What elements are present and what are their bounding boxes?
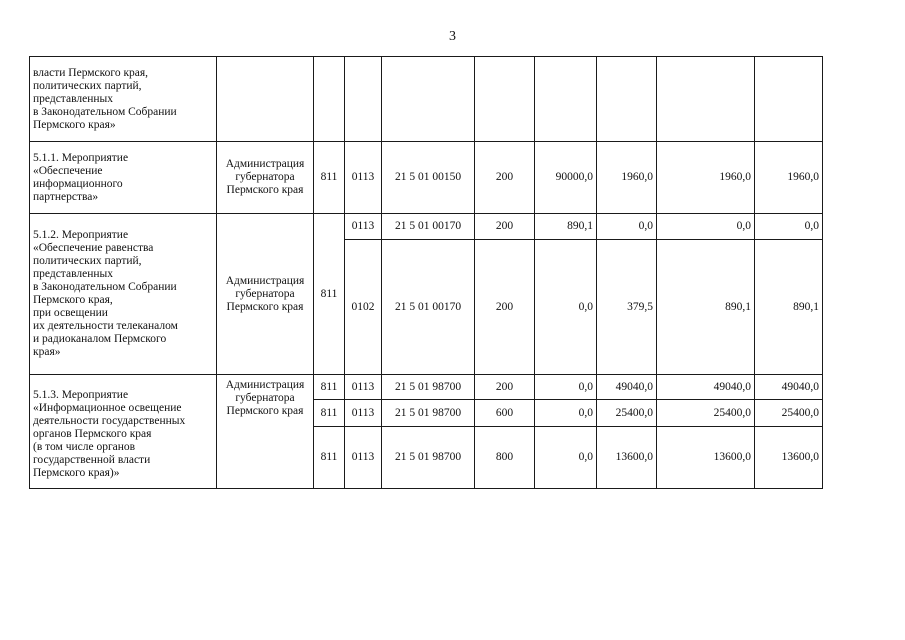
empty-cell: [535, 57, 597, 142]
empty-cell: [314, 57, 345, 142]
activity-description: 5.1.3. Мероприятие «Информационное освещение деятельности государственных органов Пермского края (в том числе органов государственной власти Пермского края)»: [30, 375, 217, 489]
empty-cell: [382, 57, 475, 142]
empty-cell: [217, 57, 314, 142]
expense-type-code: 200: [475, 375, 535, 400]
amount-year-4: 25400,0: [755, 400, 823, 427]
amount-year-1: 0,0: [535, 240, 597, 375]
table-row: [30, 57, 823, 142]
section-code: 0113: [345, 400, 382, 427]
section-code: 0113: [345, 142, 382, 214]
grbs-code: 811: [314, 214, 345, 375]
target-article-code: 21 5 01 98700: [382, 427, 475, 489]
empty-cell: [345, 57, 382, 142]
grbs-code: 811: [314, 427, 345, 489]
amount-year-2: 0,0: [597, 214, 657, 240]
amount-year-1: 90000,0: [535, 142, 597, 214]
amount-year-2: 49040,0: [597, 375, 657, 400]
amount-year-4: 1960,0: [755, 142, 823, 214]
empty-cell: [657, 57, 755, 142]
table-row: [30, 142, 823, 214]
amount-year-1: 0,0: [535, 427, 597, 489]
amount-year-2: 13600,0: [597, 427, 657, 489]
target-article-code: 21 5 01 98700: [382, 400, 475, 427]
amount-year-3: 890,1: [657, 240, 755, 375]
responsible-executor: Администрация губернатора Пермского края: [217, 375, 314, 489]
amount-year-2: 379,5: [597, 240, 657, 375]
target-article-code: 21 5 01 00170: [382, 214, 475, 240]
amount-year-1: 890,1: [535, 214, 597, 240]
amount-year-2: 1960,0: [597, 142, 657, 214]
expense-type-code: 200: [475, 240, 535, 375]
expense-type-code: 200: [475, 142, 535, 214]
responsible-executor: Администрация губернатора Пермского края: [217, 214, 314, 375]
activity-description: 5.1.2. Мероприятие «Обеспечение равенства политических партий, представленных в Законодательном Собрании Пермского края, при освещении их деятельности телеканалом и радиоканалом Пермского края»: [30, 214, 217, 375]
empty-cell: [597, 57, 657, 142]
expense-type-code: 800: [475, 427, 535, 489]
section-code: 0113: [345, 427, 382, 489]
amount-year-1: 0,0: [535, 400, 597, 427]
table-row: [30, 214, 823, 240]
budget-table: [29, 56, 823, 489]
amount-year-1: 0,0: [535, 375, 597, 400]
amount-year-4: 13600,0: [755, 427, 823, 489]
grbs-code: 811: [314, 400, 345, 427]
activity-description: 5.1.1. Мероприятие «Обеспечение информационного партнерства»: [30, 142, 217, 214]
activity-description: власти Пермского края, политических партий, представленных в Законодательном Собрании Пермского края»: [30, 57, 217, 142]
amount-year-3: 0,0: [657, 214, 755, 240]
amount-year-4: 890,1: [755, 240, 823, 375]
empty-cell: [755, 57, 823, 142]
grbs-code: 811: [314, 375, 345, 400]
amount-year-4: 0,0: [755, 214, 823, 240]
amount-year-3: 1960,0: [657, 142, 755, 214]
expense-type-code: 600: [475, 400, 535, 427]
amount-year-4: 49040,0: [755, 375, 823, 400]
target-article-code: 21 5 01 98700: [382, 375, 475, 400]
section-code: 0113: [345, 375, 382, 400]
target-article-code: 21 5 01 00150: [382, 142, 475, 214]
expense-type-code: 200: [475, 214, 535, 240]
target-article-code: 21 5 01 00170: [382, 240, 475, 375]
responsible-executor: Администрация губернатора Пермского края: [217, 142, 314, 214]
amount-year-3: 49040,0: [657, 375, 755, 400]
section-code: 0113: [345, 214, 382, 240]
empty-cell: [475, 57, 535, 142]
amount-year-3: 13600,0: [657, 427, 755, 489]
section-code: 0102: [345, 240, 382, 375]
table-row: [30, 375, 823, 400]
page-number: 3: [449, 29, 456, 44]
grbs-code: 811: [314, 142, 345, 214]
amount-year-3: 25400,0: [657, 400, 755, 427]
amount-year-2: 25400,0: [597, 400, 657, 427]
